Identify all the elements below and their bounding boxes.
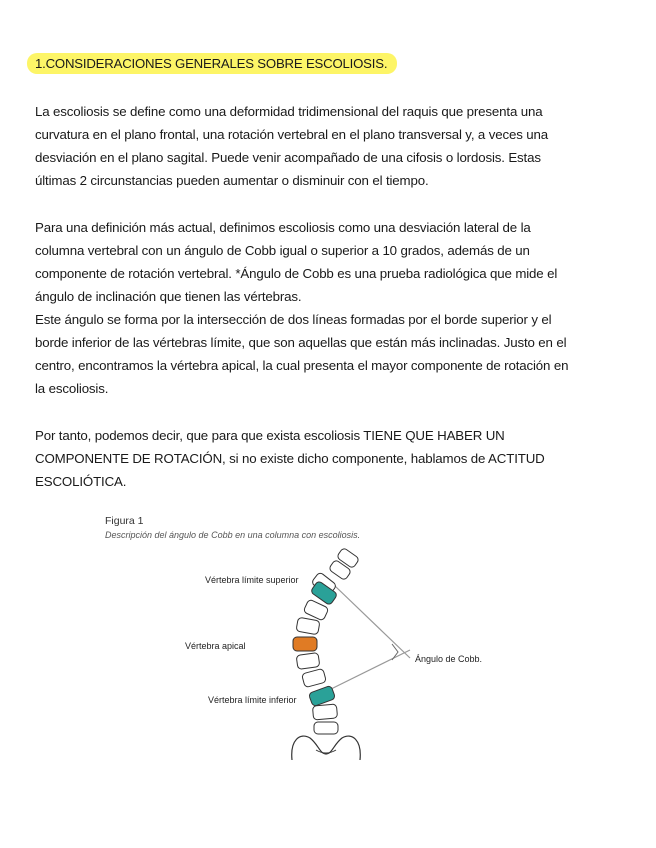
text-line: Este ángulo se forma por la intersección de dos líneas formadas por el borde superior y el bbox=[35, 312, 552, 327]
vertebra bbox=[312, 704, 337, 720]
paragraph-definition bbox=[35, 100, 625, 192]
scoliosis-spine-illustration bbox=[280, 540, 483, 760]
text-line: componente de rotación vertebral. *Ángulo de Cobb es una prueba radiológica que mide el bbox=[35, 266, 558, 281]
section-heading: 1.CONSIDERACIONES GENERALES SOBRE ESCOLIOSIS. bbox=[27, 53, 397, 74]
annotation-upper-limit-vertebra: Vértebra límite superior bbox=[205, 575, 299, 585]
text-line: la escoliosis. bbox=[35, 381, 109, 396]
text-line: borde inferior de las vértebras límite, que son aquellas que están más inclinadas. Justo en el bbox=[35, 335, 567, 350]
upper-endplate-line bbox=[335, 586, 410, 658]
annotation-apical-vertebra: Vértebra apical bbox=[185, 641, 246, 651]
text-line: desviación en el plano sagital. Puede venir acompañado de una cifosis o lordosis. Estas bbox=[35, 150, 541, 165]
text-line: Por tanto, podemos decir, que para que exista escoliosis TIENE QUE HABER UN bbox=[35, 428, 505, 443]
text-line: COMPONENTE DE ROTACIÓN, si no existe dicho componente, hablamos de ACTITUD bbox=[35, 451, 545, 466]
text-line: ESCOLIÓTICA. bbox=[35, 474, 127, 489]
text-line: curvatura en el plano frontal, una rotación vertebral en el plano transversal y, a veces una bbox=[35, 127, 548, 142]
vertebra-lower-limit bbox=[308, 685, 335, 706]
text-line: últimas 2 circunstancias pueden aumentar o disminuir con el tiempo. bbox=[35, 173, 429, 188]
pelvis bbox=[292, 736, 361, 760]
figure-caption: Descripción del ángulo de Cobb en una columna con escoliosis. bbox=[105, 530, 361, 540]
vertebra bbox=[296, 653, 320, 670]
paragraph-cobb-angle bbox=[35, 216, 625, 400]
vertebra bbox=[314, 722, 338, 734]
text-line: Para una definición más actual, definimos escoliosis como una desviación lateral de la bbox=[35, 220, 531, 235]
vertebra bbox=[296, 617, 320, 635]
text-line: ángulo de inclinación que tienen las vértebras. bbox=[35, 289, 302, 304]
text-line: La escoliosis se define como una deformidad tridimensional del raquis que presenta una bbox=[35, 104, 543, 119]
annotation-cobb-angle: Ángulo de Cobb. bbox=[415, 654, 483, 664]
annotation-lower-limit-vertebra: Vértebra límite inferior bbox=[208, 695, 297, 705]
vertebra-apical bbox=[293, 637, 317, 651]
figure-label: Figura 1 bbox=[105, 515, 144, 527]
lower-endplate-line bbox=[325, 650, 410, 692]
paragraph-conclusion bbox=[35, 424, 625, 493]
text-line: columna vertebral con un ángulo de Cobb igual o superior a 10 grados, además de un bbox=[35, 243, 530, 258]
text-line: centro, encontramos la vértebra apical, la cual presenta el mayor componente de rotación en bbox=[35, 358, 569, 373]
vertebra bbox=[302, 668, 327, 687]
